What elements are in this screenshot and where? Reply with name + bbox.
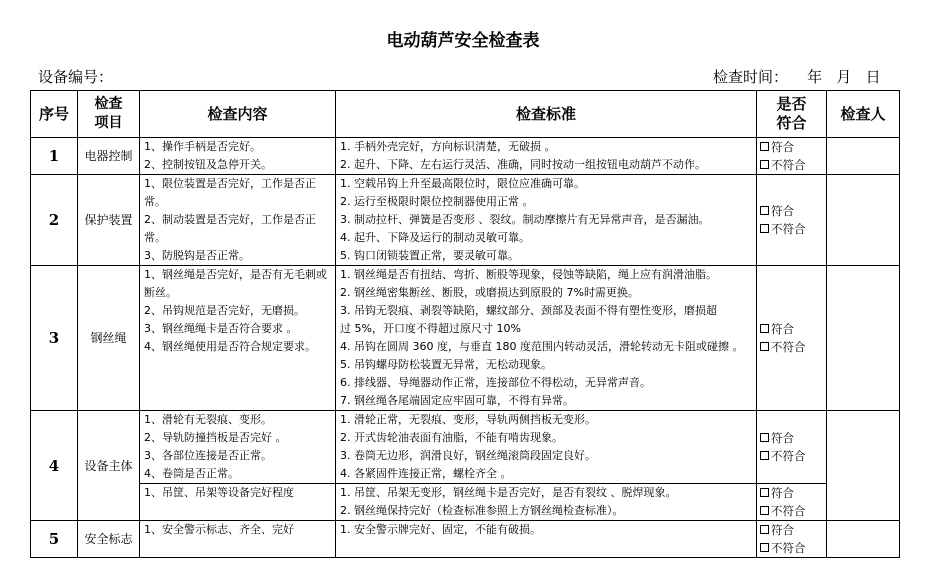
check-option-yes[interactable] (760, 429, 826, 447)
row-standard-line: 2. 钢丝绳密集断丝、断股，或磨损达到原股的 7%时需更换。 (340, 286, 639, 299)
check-option-no-label: 不符合 (771, 541, 806, 555)
table-row (31, 411, 900, 484)
row-number: 5 (31, 521, 78, 558)
row-content-line: 2、导轨防撞挡板是否完好 。 (144, 431, 287, 444)
check-option-yes[interactable] (760, 138, 826, 156)
check-option-no-label: 不符合 (771, 504, 806, 518)
subrow-check (757, 484, 827, 521)
row-content-line: 1、安全警示标志、齐全、完好 (144, 523, 294, 536)
row-inspector[interactable] (827, 266, 900, 411)
row-standard-line: 1. 安全警示牌完好、固定，不能有破损。 (340, 523, 541, 536)
row-content-line: 1、操作手柄是否完好。 (144, 140, 261, 153)
check-option-yes[interactable] (760, 202, 826, 220)
row-standard-line: 2. 开式齿轮油表面有油脂，不能有啃齿现象。 (340, 431, 563, 444)
check-option-no[interactable] (760, 502, 826, 520)
row-standard-line: 5. 钩口闭锁装置正常，要灵敏可靠。 (340, 249, 519, 262)
inspection-date-label: 检查时间： 年 月 日 (713, 68, 881, 86)
row-content (140, 266, 336, 411)
row-number: 1 (31, 138, 78, 175)
row-standard-line: 4. 各紧固件连接正常，螺栓齐全 。 (340, 467, 512, 480)
row-content (140, 521, 336, 558)
subrow-content-line: 1、吊筐、吊架等设备完好程度 (144, 486, 294, 499)
row-standard (336, 175, 757, 266)
row-item: 保护装置 (78, 175, 140, 266)
checkbox-yes[interactable] (760, 324, 769, 333)
table-row (31, 521, 900, 558)
row-inspector[interactable] (827, 138, 900, 175)
row-number: 2 (31, 175, 78, 266)
table-row (31, 138, 900, 175)
row-inspector[interactable] (827, 411, 900, 521)
checkbox-yes[interactable] (760, 488, 769, 497)
subrow-content (140, 484, 336, 521)
checkbox-yes[interactable] (760, 525, 769, 534)
device-number-label: 设备编号： (38, 68, 114, 86)
row-standard (336, 266, 757, 411)
header-inspector: 检查人 (827, 91, 900, 138)
row-standard-line: 3. 制动拉杆、弹簧是否变形 、裂纹。制动摩擦片有无异常声音，是否漏油。 (340, 213, 710, 226)
row-standard (336, 138, 757, 175)
checkbox-no[interactable] (760, 224, 769, 233)
table-row (31, 175, 900, 266)
check-option-no-label: 不符合 (771, 158, 806, 172)
row-standard-line: 2. 起升、下降、左右运行灵活、准确，同时按动一组按钮电动葫芦不动作。 (340, 158, 706, 171)
checkbox-no[interactable] (760, 342, 769, 351)
row-standard-line: 1. 空载吊钩上升至最高限位时，限位应准确可靠。 (340, 177, 585, 190)
row-content-line: 2、控制按钮及急停开关。 (144, 158, 272, 171)
row-standard-line: 6. 排线器、导绳器动作正常，连接部位不得松动，无异常声音。 (340, 376, 651, 389)
header-no: 序号 (31, 91, 78, 138)
header-item (78, 91, 140, 138)
check-option-no-label: 不符合 (771, 340, 806, 354)
row-content (140, 175, 336, 266)
checkbox-no[interactable] (760, 506, 769, 515)
subrow-standard (336, 484, 757, 521)
header-content: 检查内容 (140, 91, 336, 138)
document-title: 电动葫芦安全检查表 (386, 31, 540, 51)
row-standard-line: 4. 起升、下降及运行的制动灵敏可靠。 (340, 231, 530, 244)
check-option-no-label: 不符合 (771, 449, 806, 463)
row-content-line: 3、各部位连接是否正常。 (144, 449, 272, 462)
checkbox-yes[interactable] (760, 142, 769, 151)
check-option-yes-label: 符合 (771, 204, 794, 218)
row-check (757, 138, 827, 175)
row-content-line: 3、防脱钩是否正常。 (144, 249, 250, 262)
check-option-yes-label: 符合 (771, 140, 794, 154)
checkbox-no[interactable] (760, 160, 769, 169)
checkbox-no[interactable] (760, 543, 769, 552)
check-option-yes-label: 符合 (771, 486, 794, 500)
row-standard-line: 1. 滑轮正常，无裂痕、变形，导轨两侧挡板无变形。 (340, 413, 596, 426)
check-option-no-label: 不符合 (771, 222, 806, 236)
header-pass-text: 是否符合 (776, 95, 807, 132)
table-header-row (31, 91, 900, 138)
row-item: 设备主体 (78, 411, 140, 521)
row-check (757, 521, 827, 558)
row-standard-line: 7. 钢丝绳各尾端固定应牢固可靠，不得有异常。 (340, 394, 574, 407)
row-standard-line: 5. 吊钩螺母防松装置无异常，无松动现象。 (340, 358, 552, 371)
check-option-no[interactable] (760, 220, 826, 238)
checkbox-yes[interactable] (760, 433, 769, 442)
row-item: 钢丝绳 (78, 266, 140, 411)
row-content (140, 138, 336, 175)
row-standard-line: 3. 吊钩无裂痕、剥裂等缺陷，螺纹部分、颈部及表面不得有塑性变形，磨损超 (340, 304, 717, 317)
row-number: 4 (31, 411, 78, 521)
row-content-line: 3、钢丝绳绳卡是否符合要求 。 (144, 322, 298, 335)
row-content-line: 4、钢丝绳使用是否符合规定要求。 (144, 340, 316, 353)
subrow-standard-line: 1. 吊筐、吊架无变形，钢丝绳卡是否完好，是否有裂纹 、脱焊现象。 (340, 486, 677, 499)
check-option-yes[interactable] (760, 320, 826, 338)
row-inspector[interactable] (827, 521, 900, 558)
check-option-yes-label: 符合 (771, 523, 794, 537)
inspection-table (30, 90, 900, 558)
row-check (757, 411, 827, 484)
row-standard-line: 2. 运行至极限时限位控制器使用正常 。 (340, 195, 534, 208)
row-content-line: 1、限位装置是否完好，工作是否正常。 (144, 177, 316, 208)
row-content-line: 4、卷筒是否正常。 (144, 467, 239, 480)
row-content-line: 1、钢丝绳是否完好，是否有无毛刺或断丝。 (144, 268, 327, 299)
row-content (140, 411, 336, 484)
row-standard (336, 521, 757, 558)
row-standard-line: 4. 吊钩在圆周 360 度，与垂直 180 度范围内转动灵活，滑轮转动无卡阻或碰擦 。 (340, 340, 744, 353)
row-standard-line: 3. 卷筒无边形，润滑良好，钢丝绳滚筒段固定良好。 (340, 449, 596, 462)
table-row (31, 266, 900, 411)
check-option-no[interactable] (760, 338, 826, 356)
check-option-yes-label: 符合 (771, 322, 794, 336)
row-item: 电器控制 (78, 138, 140, 175)
table-subrow (31, 484, 900, 521)
row-item: 安全标志 (78, 521, 140, 558)
subrow-standard-line: 2. 钢丝绳保持完好（检查标准参照上方钢丝绳检查标准）。 (340, 504, 624, 517)
row-standard (336, 411, 757, 484)
row-check (757, 266, 827, 411)
checkbox-no[interactable] (760, 451, 769, 460)
check-option-yes[interactable] (760, 484, 826, 502)
row-content-line: 2、制动装置是否完好，工作是否正常。 (144, 213, 316, 244)
row-content-line: 1、滑轮有无裂痕、变形。 (144, 413, 272, 426)
check-option-no[interactable] (760, 156, 826, 174)
check-option-yes-label: 符合 (771, 431, 794, 445)
check-option-no[interactable] (760, 539, 826, 557)
checkbox-yes[interactable] (760, 206, 769, 215)
row-standard-line: 1. 钢丝绳是否有扭结、弯折、断股等现象，侵蚀等缺陷，绳上应有润滑油脂。 (340, 268, 717, 281)
header-item-text: 检查项目 (94, 96, 123, 131)
row-standard-line: 1. 手柄外壳完好，方向标识清楚，无破损 。 (340, 140, 556, 153)
row-standard-line: 过 5%，开口度不得超过原尺寸 10% (340, 322, 521, 335)
header-pass (757, 91, 827, 138)
check-option-yes[interactable] (760, 521, 826, 539)
header-standard: 检查标准 (336, 91, 757, 138)
row-check (757, 175, 827, 266)
row-content-line: 2、吊钩规范是否完好，无磨损。 (144, 304, 305, 317)
row-number: 3 (31, 266, 78, 411)
row-inspector[interactable] (827, 175, 900, 266)
check-option-no[interactable] (760, 447, 826, 465)
